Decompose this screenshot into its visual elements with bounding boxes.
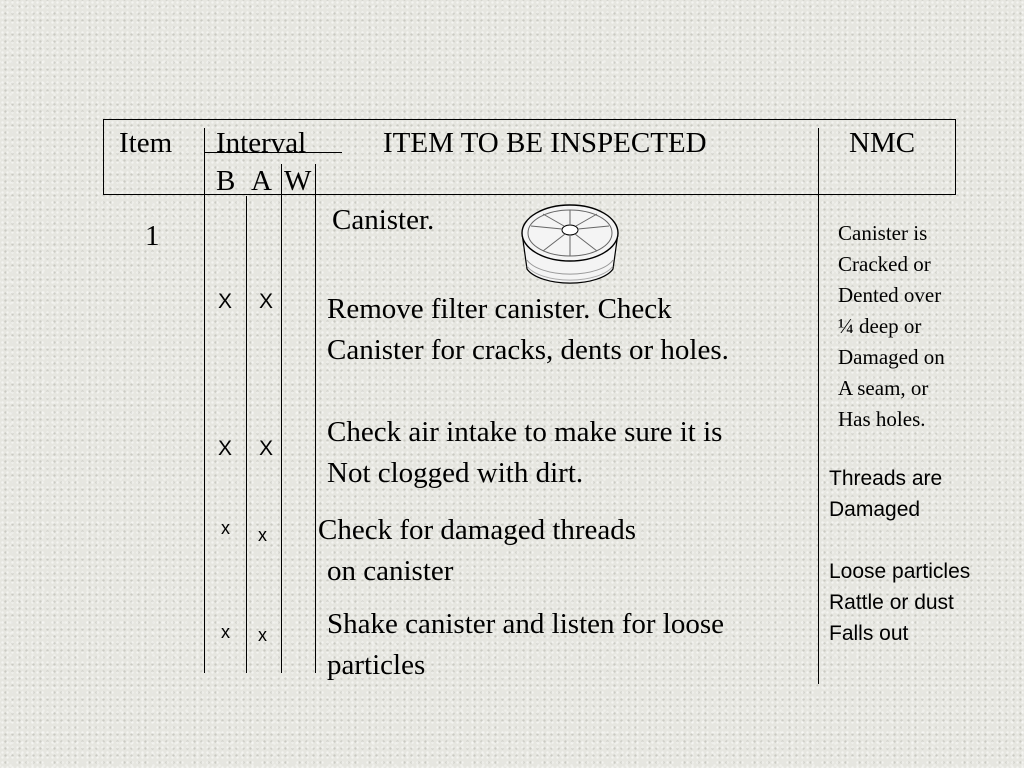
header-col-w: W [284, 165, 312, 197]
header-item: Item [119, 127, 173, 159]
column-line-b-left [204, 128, 205, 673]
nmc-line: Dented over [838, 283, 942, 307]
nmc-line: Cracked or [838, 252, 931, 276]
row-title: Canister. [332, 204, 435, 236]
task-3-mark-b: x [221, 518, 230, 538]
task-4-line-1: Shake canister and listen for loose [327, 608, 725, 640]
nmc-loose-criteria [829, 556, 970, 649]
nmc-line: Falls out [829, 622, 909, 645]
task-1-line-1: Remove filter canister. Check [327, 293, 672, 325]
task-1-mark-b: X [218, 290, 233, 313]
task-4-mark-b: x [221, 622, 230, 642]
nmc-line: Rattle or dust [829, 591, 954, 614]
nmc-line: Damaged on [838, 345, 945, 369]
task-2-line-1: Check air intake to make sure it is [327, 416, 723, 448]
task-4-mark-a: x [258, 625, 267, 645]
header-nmc: NMC [849, 127, 916, 159]
nmc-line: Has holes. [838, 407, 926, 431]
nmc-line: Loose particles [829, 560, 971, 583]
header-left-border [103, 119, 104, 195]
task-1-mark-a: X [259, 290, 274, 313]
nmc-line: Canister is [838, 221, 928, 245]
nmc-line: ¼ deep or [838, 314, 922, 338]
task-2-mark-b: X [218, 437, 233, 460]
task-3-line-1: Check for damaged threads [318, 514, 637, 546]
header-item-to-inspect: ITEM TO BE INSPECTED [383, 127, 707, 159]
column-line-b-a [246, 196, 247, 673]
nmc-threads-criteria [829, 463, 942, 525]
column-line-a-w [281, 164, 282, 673]
task-1-line-2: Canister for cracks, dents or holes. [327, 334, 729, 366]
item-number: 1 [145, 220, 160, 252]
header-col-b: B [216, 165, 236, 197]
column-line-nmc [818, 128, 819, 684]
nmc-line: A seam, or [838, 376, 929, 400]
nmc-canister-criteria [838, 218, 945, 435]
header-top-border [103, 119, 956, 120]
header-interval: Interval [216, 127, 307, 159]
filter-canister-icon [517, 202, 627, 297]
header-col-a: A [251, 165, 272, 197]
nmc-line: Damaged [829, 498, 921, 521]
task-2-mark-a: X [259, 437, 274, 460]
column-line-w-item [315, 164, 316, 673]
task-2-line-2: Not clogged with dirt. [327, 457, 584, 489]
task-4-line-2: particles [327, 649, 426, 681]
header-right-border [955, 119, 956, 195]
task-3-mark-a: x [258, 525, 267, 545]
nmc-line: Threads are [829, 467, 943, 490]
task-3-line-2: on canister [327, 555, 454, 587]
